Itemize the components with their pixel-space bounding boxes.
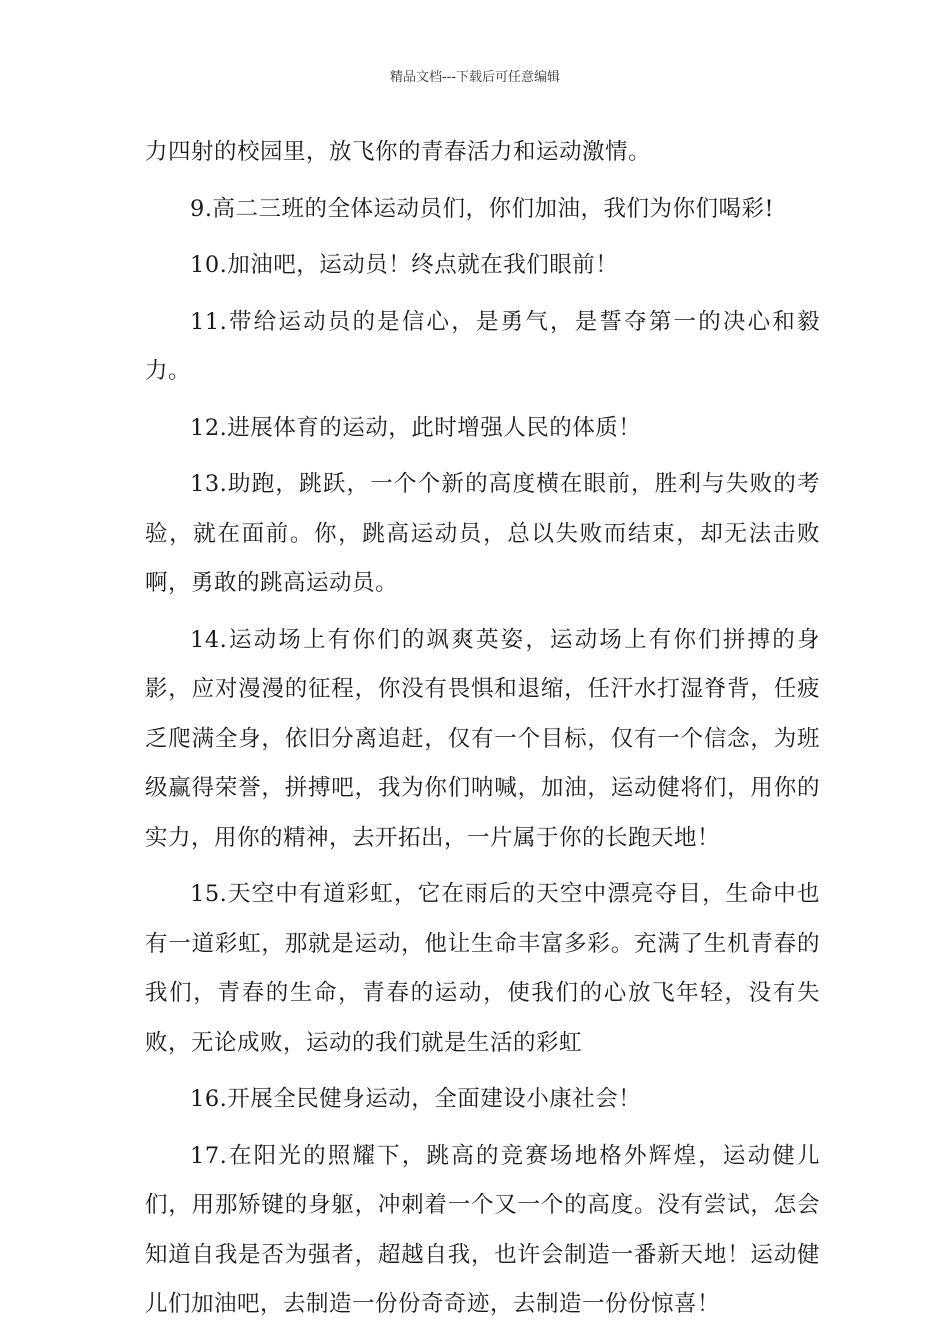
paragraph-10: 10.加油吧，运动员！终点就在我们眼前！ [190, 252, 619, 278]
document-body [145, 128, 820, 1337]
paragraph-9: 9.高二三班的全体运动员们，你们加油，我们为你们喝彩! [190, 195, 775, 222]
paragraph-continued: 力四射的校园里，放飞你的青春活力和运动激情。 [145, 139, 652, 165]
paragraph-13: 13.助跑，跳跃，一个个新的高度横在眼前，胜利与失败的考验，就在面前。你，跳高运动员，总以失败而结束，却无法击败啊，勇敢的跳高运动员。 [145, 471, 820, 596]
paragraph-11: 11.带给运动员的是信心，是勇气，是誓夺第一的决心和毅力。 [145, 308, 820, 384]
paragraph-15: 15.天空中有道彩虹，它在雨后的天空中漂亮夺目，生命中也有一道彩虹，那就是运动，他让生命丰富多彩。充满了生机青春的我们，青春的生命，青春的运动，使我们的心放飞年轻，没有失败，无论成败，运动的我们就是生活的彩虹 [145, 881, 820, 1056]
paragraph-16: 16.开展全民健身运动，全面建设小康社会！ [190, 1086, 642, 1112]
paragraph-17: 17.在阳光的照耀下，跳高的竞赛场地格外辉煌，运动健儿们，用那矫键的身躯，冲刺着一个又一个的高度。没有尝试，怎会知道自我是否为强者，超越自我，也许会制造一番新天地！运动健儿们加油吧，去制造一份份奇奇迹，去制造一份份惊喜！ [145, 1142, 820, 1317]
paragraph-12: 12.进展体育的运动，此时增强人民的体质！ [190, 414, 642, 441]
page-header: 精品文档---下载后可任意编辑 [389, 70, 561, 85]
paragraph-14: 14.运动场上有你们的飒爽英姿，运动场上有你们拼搏的身影，应对漫漫的征程，你没有畏惧和退缩，任汗水打湿脊背，任疲乏爬满全身，依旧分离追赶，仅有一个目标，仅有一个信念，为班级赢得荣誉，拼搏吧，我为你们呐喊，加油，运动健将们，用你的实力，用你的精神，去开拓出，一片属于你的长跑天地！ [145, 626, 820, 851]
